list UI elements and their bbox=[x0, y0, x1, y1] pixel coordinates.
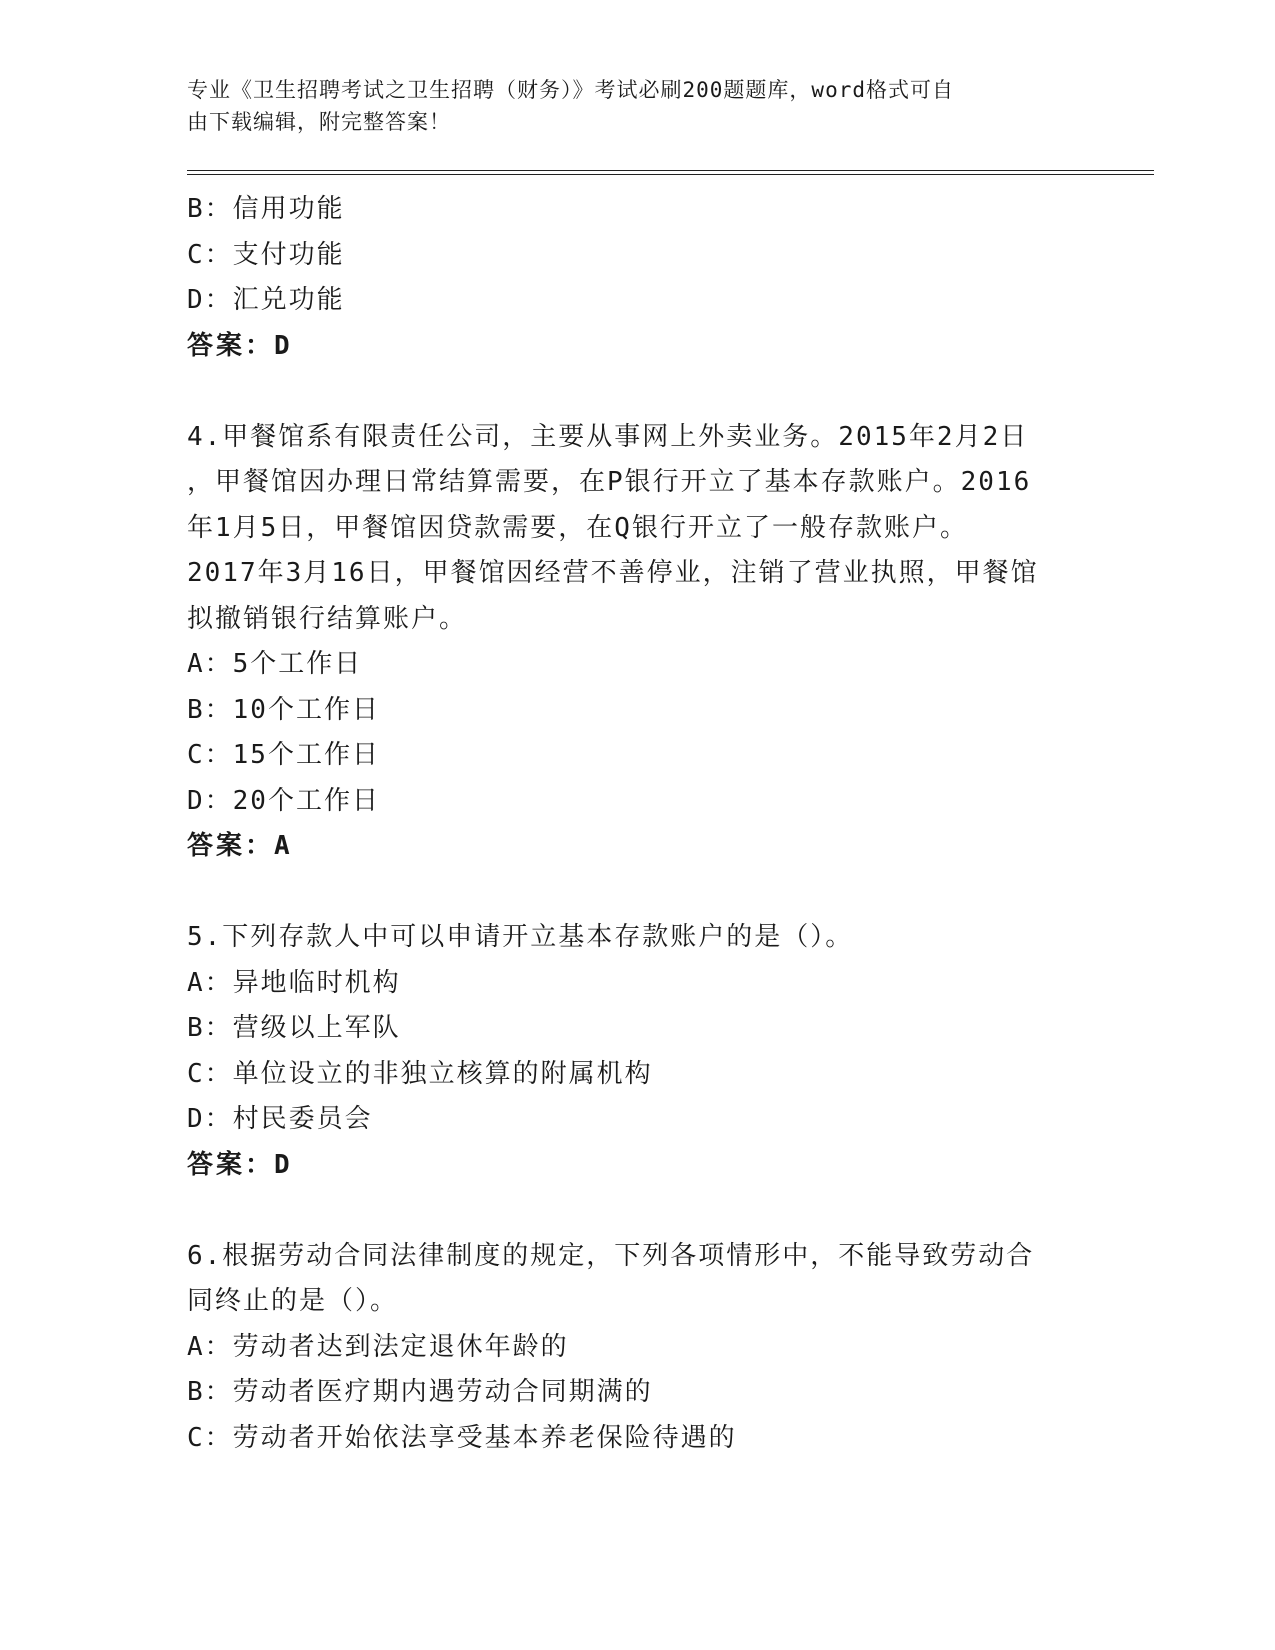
question-text-line: 4.甲餐馆系有限责任公司，主要从事网上外卖业务。2015年2月2日 bbox=[187, 421, 1029, 452]
question-3-continued bbox=[187, 187, 1087, 369]
question-text-line: 2017年3月16日，甲餐馆因经营不善停业，注销了营业执照，甲餐馆 bbox=[187, 558, 1039, 588]
question-4 bbox=[187, 415, 1087, 870]
option-b: B：10个工作日 bbox=[187, 694, 380, 725]
question-text-line: ，甲餐馆因办理日常结算需要，在P银行开立了基本存款账户。2016 bbox=[187, 467, 1032, 497]
question-list bbox=[187, 187, 1087, 1461]
option-a: A：异地临时机构 bbox=[187, 967, 401, 998]
option-b: B：信用功能 bbox=[187, 194, 345, 224]
header-rule-top bbox=[187, 170, 1154, 171]
option-c: C：支付功能 bbox=[187, 239, 345, 270]
document-header bbox=[187, 74, 1087, 138]
option-d: D：20个工作日 bbox=[187, 785, 380, 816]
option-c: C：劳动者开始依法享受基本养老保险待遇的 bbox=[187, 1422, 737, 1453]
option-a: A：劳动者达到法定退休年龄的 bbox=[187, 1331, 569, 1362]
option-b: B：营级以上军队 bbox=[187, 1013, 401, 1043]
question-5 bbox=[187, 915, 1087, 1188]
question-text-line: 6.根据劳动合同法律制度的规定，下列各项情形中，不能导致劳动合 bbox=[187, 1240, 1035, 1271]
question-text-line: 同终止的是（）。 bbox=[187, 1286, 399, 1316]
header-line-1: 专业《卫生招聘考试之卫生招聘（财务）》考试必刷200题题库，word格式可自 bbox=[187, 78, 954, 102]
option-c: C：15个工作日 bbox=[187, 740, 380, 770]
question-text-line: 5.下列存款人中可以申请开立基本存款账户的是（）。 bbox=[187, 922, 854, 952]
answer-line: 答案：D bbox=[187, 330, 293, 361]
question-text-line: 拟撤销银行结算账户。 bbox=[187, 603, 468, 634]
header-line-2: 由下载编辑，附完整答案！ bbox=[187, 110, 451, 134]
option-d: D：汇兑功能 bbox=[187, 285, 345, 315]
option-a: A：5个工作日 bbox=[187, 649, 363, 679]
option-d: D：村民委员会 bbox=[187, 1104, 373, 1134]
answer-line: 答案：D bbox=[187, 1149, 293, 1180]
question-6 bbox=[187, 1234, 1087, 1462]
option-b: B：劳动者医疗期内遇劳动合同期满的 bbox=[187, 1377, 653, 1407]
answer-line: 答案：A bbox=[187, 831, 293, 861]
option-c: C：单位设立的非独立核算的附属机构 bbox=[187, 1058, 653, 1089]
question-text-line: 年1月5日，甲餐馆因贷款需要，在Q银行开立了一般存款账户。 bbox=[187, 512, 968, 543]
header-rule-bottom bbox=[187, 174, 1154, 175]
